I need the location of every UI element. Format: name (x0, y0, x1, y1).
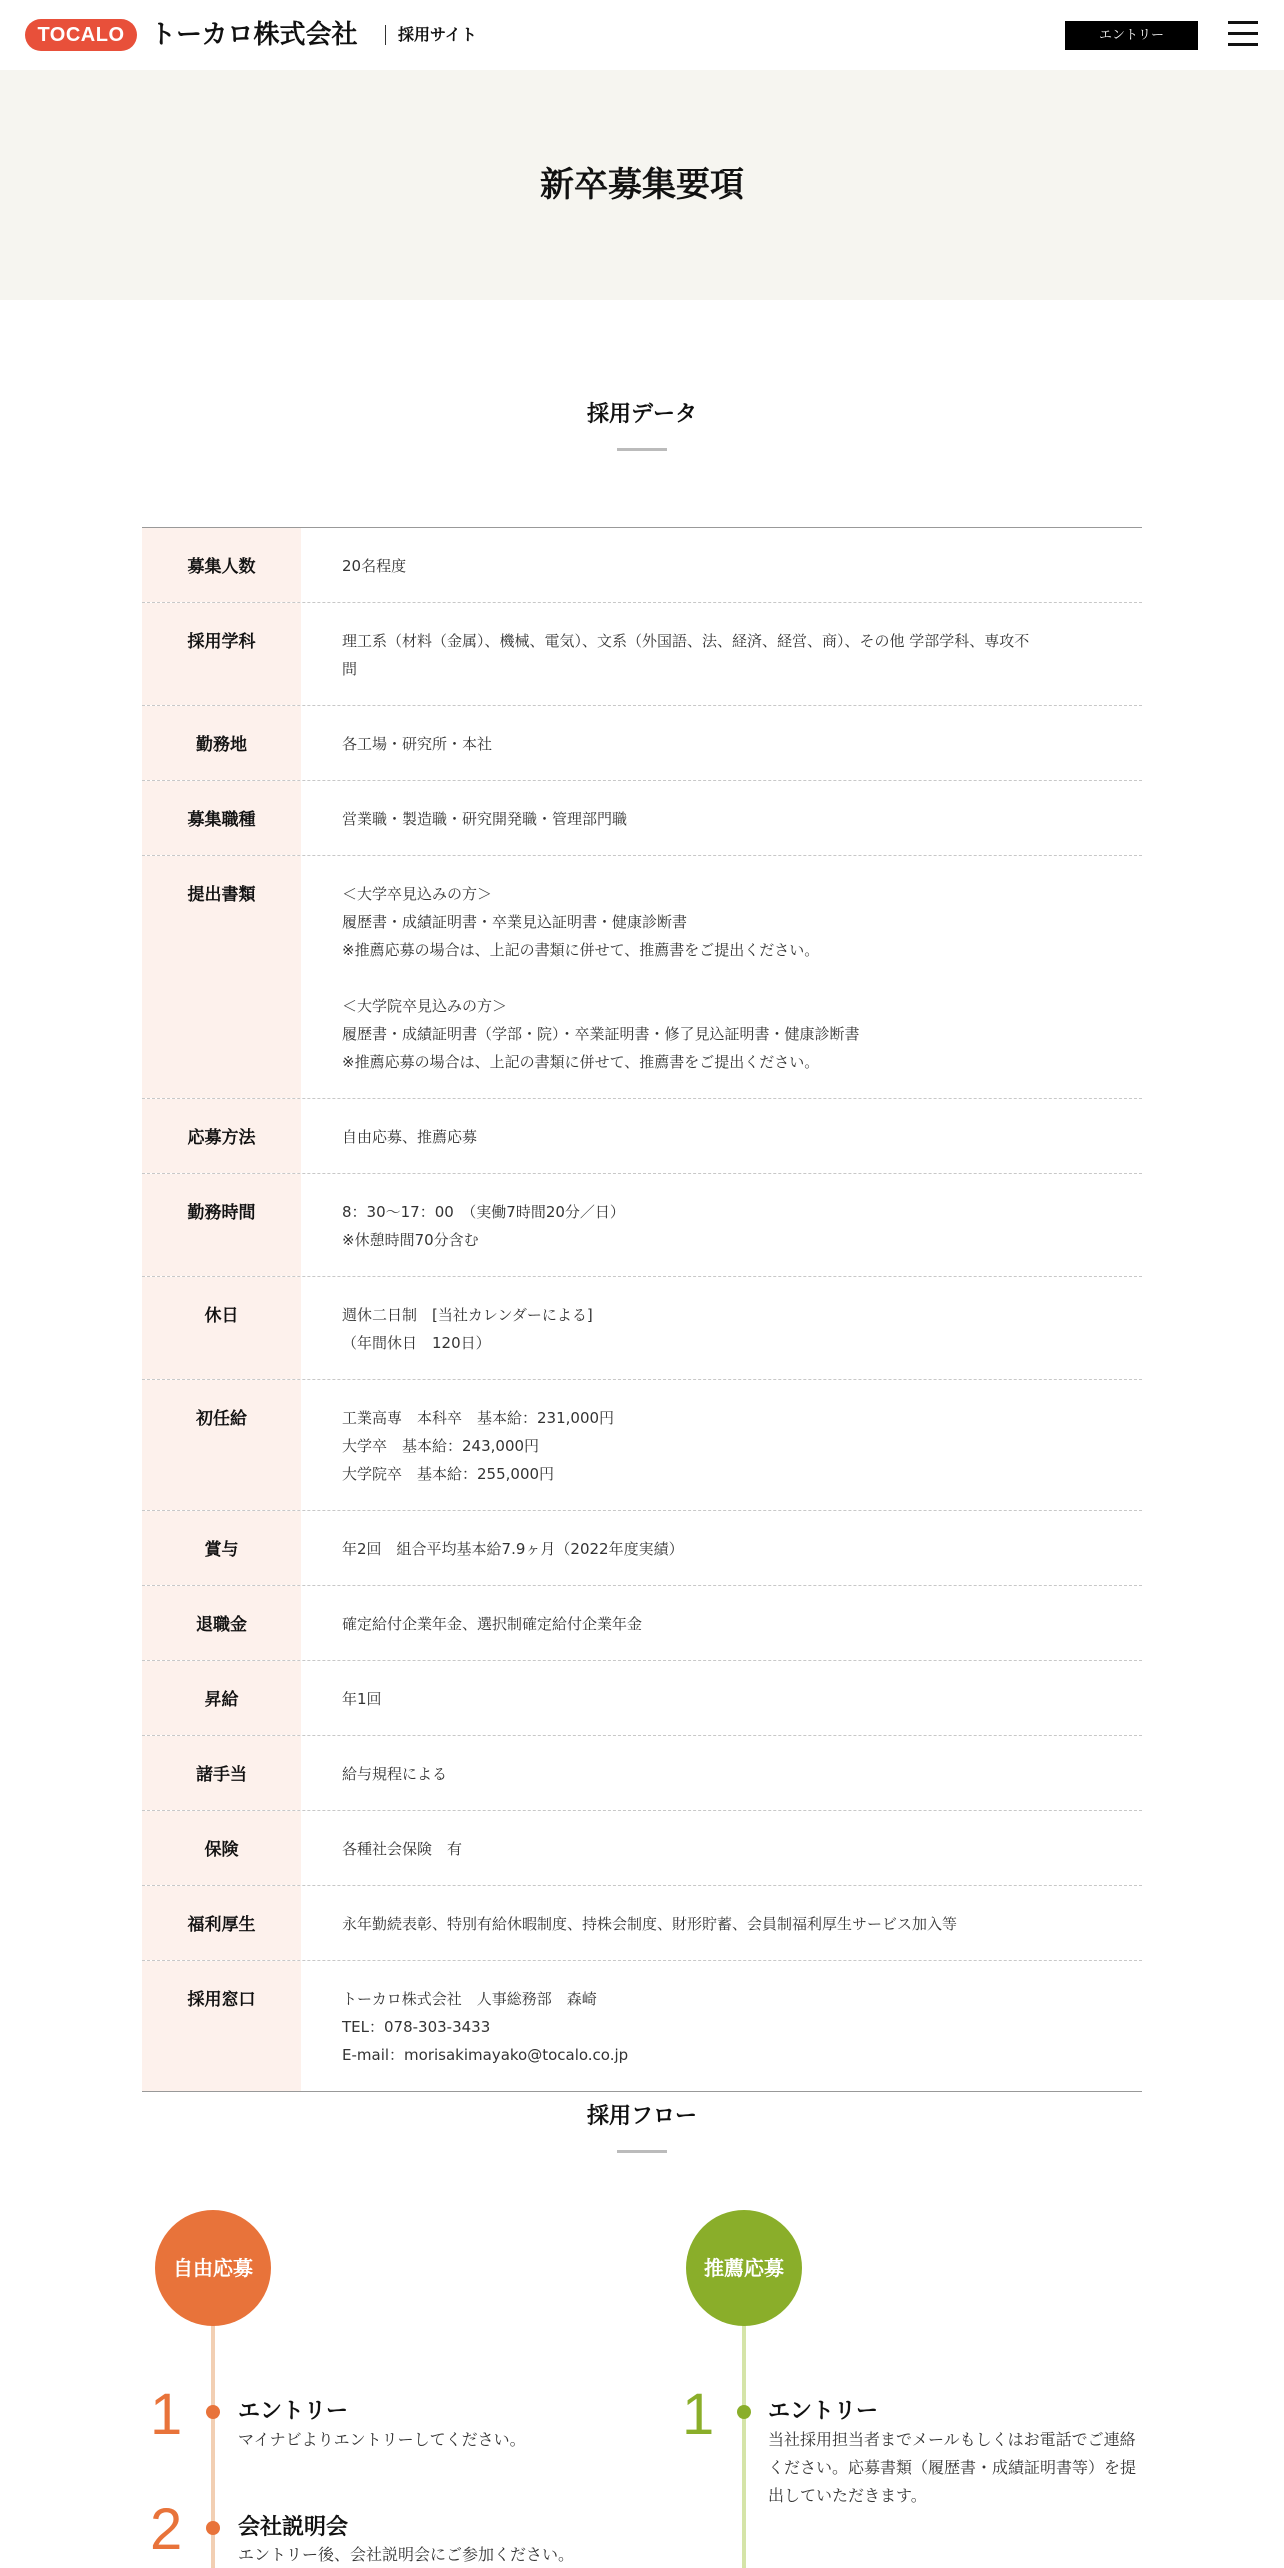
row-value-line: 給与規程による (342, 1765, 448, 1783)
step-number: 2 (150, 2497, 183, 2562)
table-row (142, 1098, 1142, 1173)
site-header (0, 0, 1284, 70)
step-dot (737, 2405, 751, 2419)
company-name[interactable]: トーカロ株式会社 (150, 20, 358, 50)
row-label: 勤務時間 (142, 1174, 301, 1276)
step-description: エントリー後、会社説明会にご参加ください。 (238, 2545, 575, 2564)
row-label: 諸手当 (142, 1736, 301, 1810)
table-row (142, 1660, 1142, 1735)
row-value-line: 20名程度 (342, 557, 407, 575)
row-value (301, 1380, 1142, 1510)
step-description (768, 2426, 1136, 2510)
recruitment-data-table (142, 527, 1142, 2092)
table-row (142, 705, 1142, 780)
tocalo-logo[interactable]: TOCALO (25, 19, 137, 51)
row-label: 福利厚生 (142, 1886, 301, 1960)
row-value (301, 856, 1142, 1098)
row-label: 募集人数 (142, 528, 301, 602)
row-value-line: 履歴書・成績証明書（学部・院）・卒業証明書・修了見込証明書・健康診断書 (342, 1025, 860, 1043)
row-value (301, 706, 1142, 780)
row-label: 賞与 (142, 1511, 301, 1585)
row-value-line: 履歴書・成績証明書・卒業見込証明書・健康診断書 (342, 913, 688, 931)
data-section-title: 採用データ (586, 402, 697, 427)
row-value (301, 1174, 1142, 1276)
row-value-line: 工業高専 本科卒 基本給：231,000円 (342, 1409, 615, 1427)
table-row (142, 1810, 1142, 1885)
table-row (142, 1960, 1142, 2091)
step-title: エントリー (238, 2399, 349, 2424)
row-label: 勤務地 (142, 706, 301, 780)
hamburger-menu-icon[interactable] (1228, 21, 1258, 47)
entry-button[interactable]: エントリー (1065, 21, 1198, 50)
row-value-line: 大学卒 基本給：243,000円 (342, 1437, 540, 1455)
row-value-line: 営業職・製造職・研究開発職・管理部門職 (342, 810, 628, 828)
table-row (142, 1510, 1142, 1585)
row-label: 提出書類 (142, 856, 301, 1098)
step-description-line: 当社採用担当者までメールもしくはお電話でご連絡 (768, 2430, 1136, 2449)
row-label: 応募方法 (142, 1099, 301, 1173)
row-value (301, 1661, 1142, 1735)
row-value-line: ※推薦応募の場合は、上記の書類に併せて、推薦書をご提出ください。 (342, 941, 820, 959)
row-value-line: 年2回 組合平均基本給7.9ヶ月（2022年度実績） (342, 1540, 684, 1558)
page-title: 新卒募集要項 (540, 165, 744, 205)
row-value-line: 確定給付企業年金、選択制確定給付企業年金 (342, 1615, 643, 1633)
row-value-line: 年1回 (342, 1690, 382, 1708)
row-value-line: ＜大学院卒見込みの方＞ (342, 997, 508, 1015)
free-application-badge: 自由応募 (155, 2210, 271, 2326)
row-value-line: トーカロ株式会社 人事総務部 森崎 (342, 1990, 597, 2008)
row-value (301, 1961, 1142, 2091)
row-value (301, 1886, 1142, 1960)
table-row (142, 855, 1142, 1098)
row-value (301, 1277, 1142, 1379)
table-row (142, 1735, 1142, 1810)
row-label: 保険 (142, 1811, 301, 1885)
flow-section-title: 採用フロー (586, 2104, 697, 2129)
row-label: 昇給 (142, 1661, 301, 1735)
page-hero (0, 70, 1284, 300)
row-label: 採用学科 (142, 603, 301, 705)
table-row (142, 1885, 1142, 1960)
recommend-application-badge: 推薦応募 (686, 2210, 802, 2326)
step-title: エントリー (768, 2399, 879, 2424)
step-description-line: ください。応募書類（履歴書・成績証明書等）を提 (768, 2458, 1137, 2477)
row-value (301, 1099, 1142, 1173)
step-description-line: 出していただきます。 (768, 2486, 927, 2505)
row-label: 採用窓口 (142, 1961, 301, 2091)
table-row (142, 1379, 1142, 1510)
row-label: 休日 (142, 1277, 301, 1379)
table-row (142, 1585, 1142, 1660)
row-value-line: ＜大学卒見込みの方＞ (342, 885, 493, 903)
row-value-line: 永年勤続表彰、特別有給休暇制度、持株会制度、財形貯蓄、会員制福利厚生サービス加入等 (342, 1915, 958, 1933)
table-row (142, 602, 1142, 705)
step-dot (206, 2405, 220, 2419)
row-value (301, 1811, 1142, 1885)
step-number: 1 (682, 2382, 715, 2447)
row-value-line: 自由応募、推薦応募 (342, 1128, 478, 1146)
row-value-line: 問 (342, 660, 358, 678)
row-value-line: （年間休日 120日） (342, 1334, 491, 1352)
step-number: 1 (150, 2382, 183, 2447)
row-value-line: TEL：078-303-3433 (342, 2018, 491, 2036)
row-value (301, 1736, 1142, 1810)
row-value-line: 8：30〜17：00 （実働7時間20分／日） (342, 1203, 625, 1221)
header-divider (385, 25, 386, 45)
row-value (301, 1511, 1142, 1585)
site-label: 採用サイト (398, 25, 477, 44)
row-value-line: 週休二日制 [当社カレンダーによる] (342, 1306, 593, 1324)
row-value (301, 781, 1142, 855)
row-value-line: 各工場・研究所・本社 (342, 735, 493, 753)
step-description: マイナビよりエントリーしてください。 (238, 2430, 526, 2449)
flow-section-underline (617, 2150, 667, 2153)
step-dot (206, 2521, 220, 2535)
row-value-line: ※休憩時間70分含む (342, 1231, 479, 1249)
row-label: 初任給 (142, 1380, 301, 1510)
row-value-line[interactable]: E-mail：morisakimayako@tocalo.co.jp (342, 2046, 629, 2064)
table-row (142, 780, 1142, 855)
step-title: 会社説明会 (238, 2515, 349, 2540)
row-value (301, 603, 1142, 705)
row-value-line: ※推薦応募の場合は、上記の書類に併せて、推薦書をご提出ください。 (342, 1053, 820, 1071)
row-value-line: 理工系（材料（金属）、機械、電気）、文系（外国語、法、経済、経営、商）、その他 学部学科、専攻不 (342, 632, 1030, 650)
table-row (142, 1276, 1142, 1379)
table-row (142, 1173, 1142, 1276)
table-row (142, 528, 1142, 602)
row-label: 募集職種 (142, 781, 301, 855)
data-section-underline (617, 448, 667, 451)
row-value (301, 1586, 1142, 1660)
recommend-flow-line (742, 2325, 746, 2568)
row-value-line: 各種社会保険 有 (342, 1840, 463, 1858)
row-value-line (342, 964, 1102, 992)
row-value (301, 528, 1142, 602)
row-value-line: 大学院卒 基本給：255,000円 (342, 1465, 555, 1483)
row-label: 退職金 (142, 1586, 301, 1660)
